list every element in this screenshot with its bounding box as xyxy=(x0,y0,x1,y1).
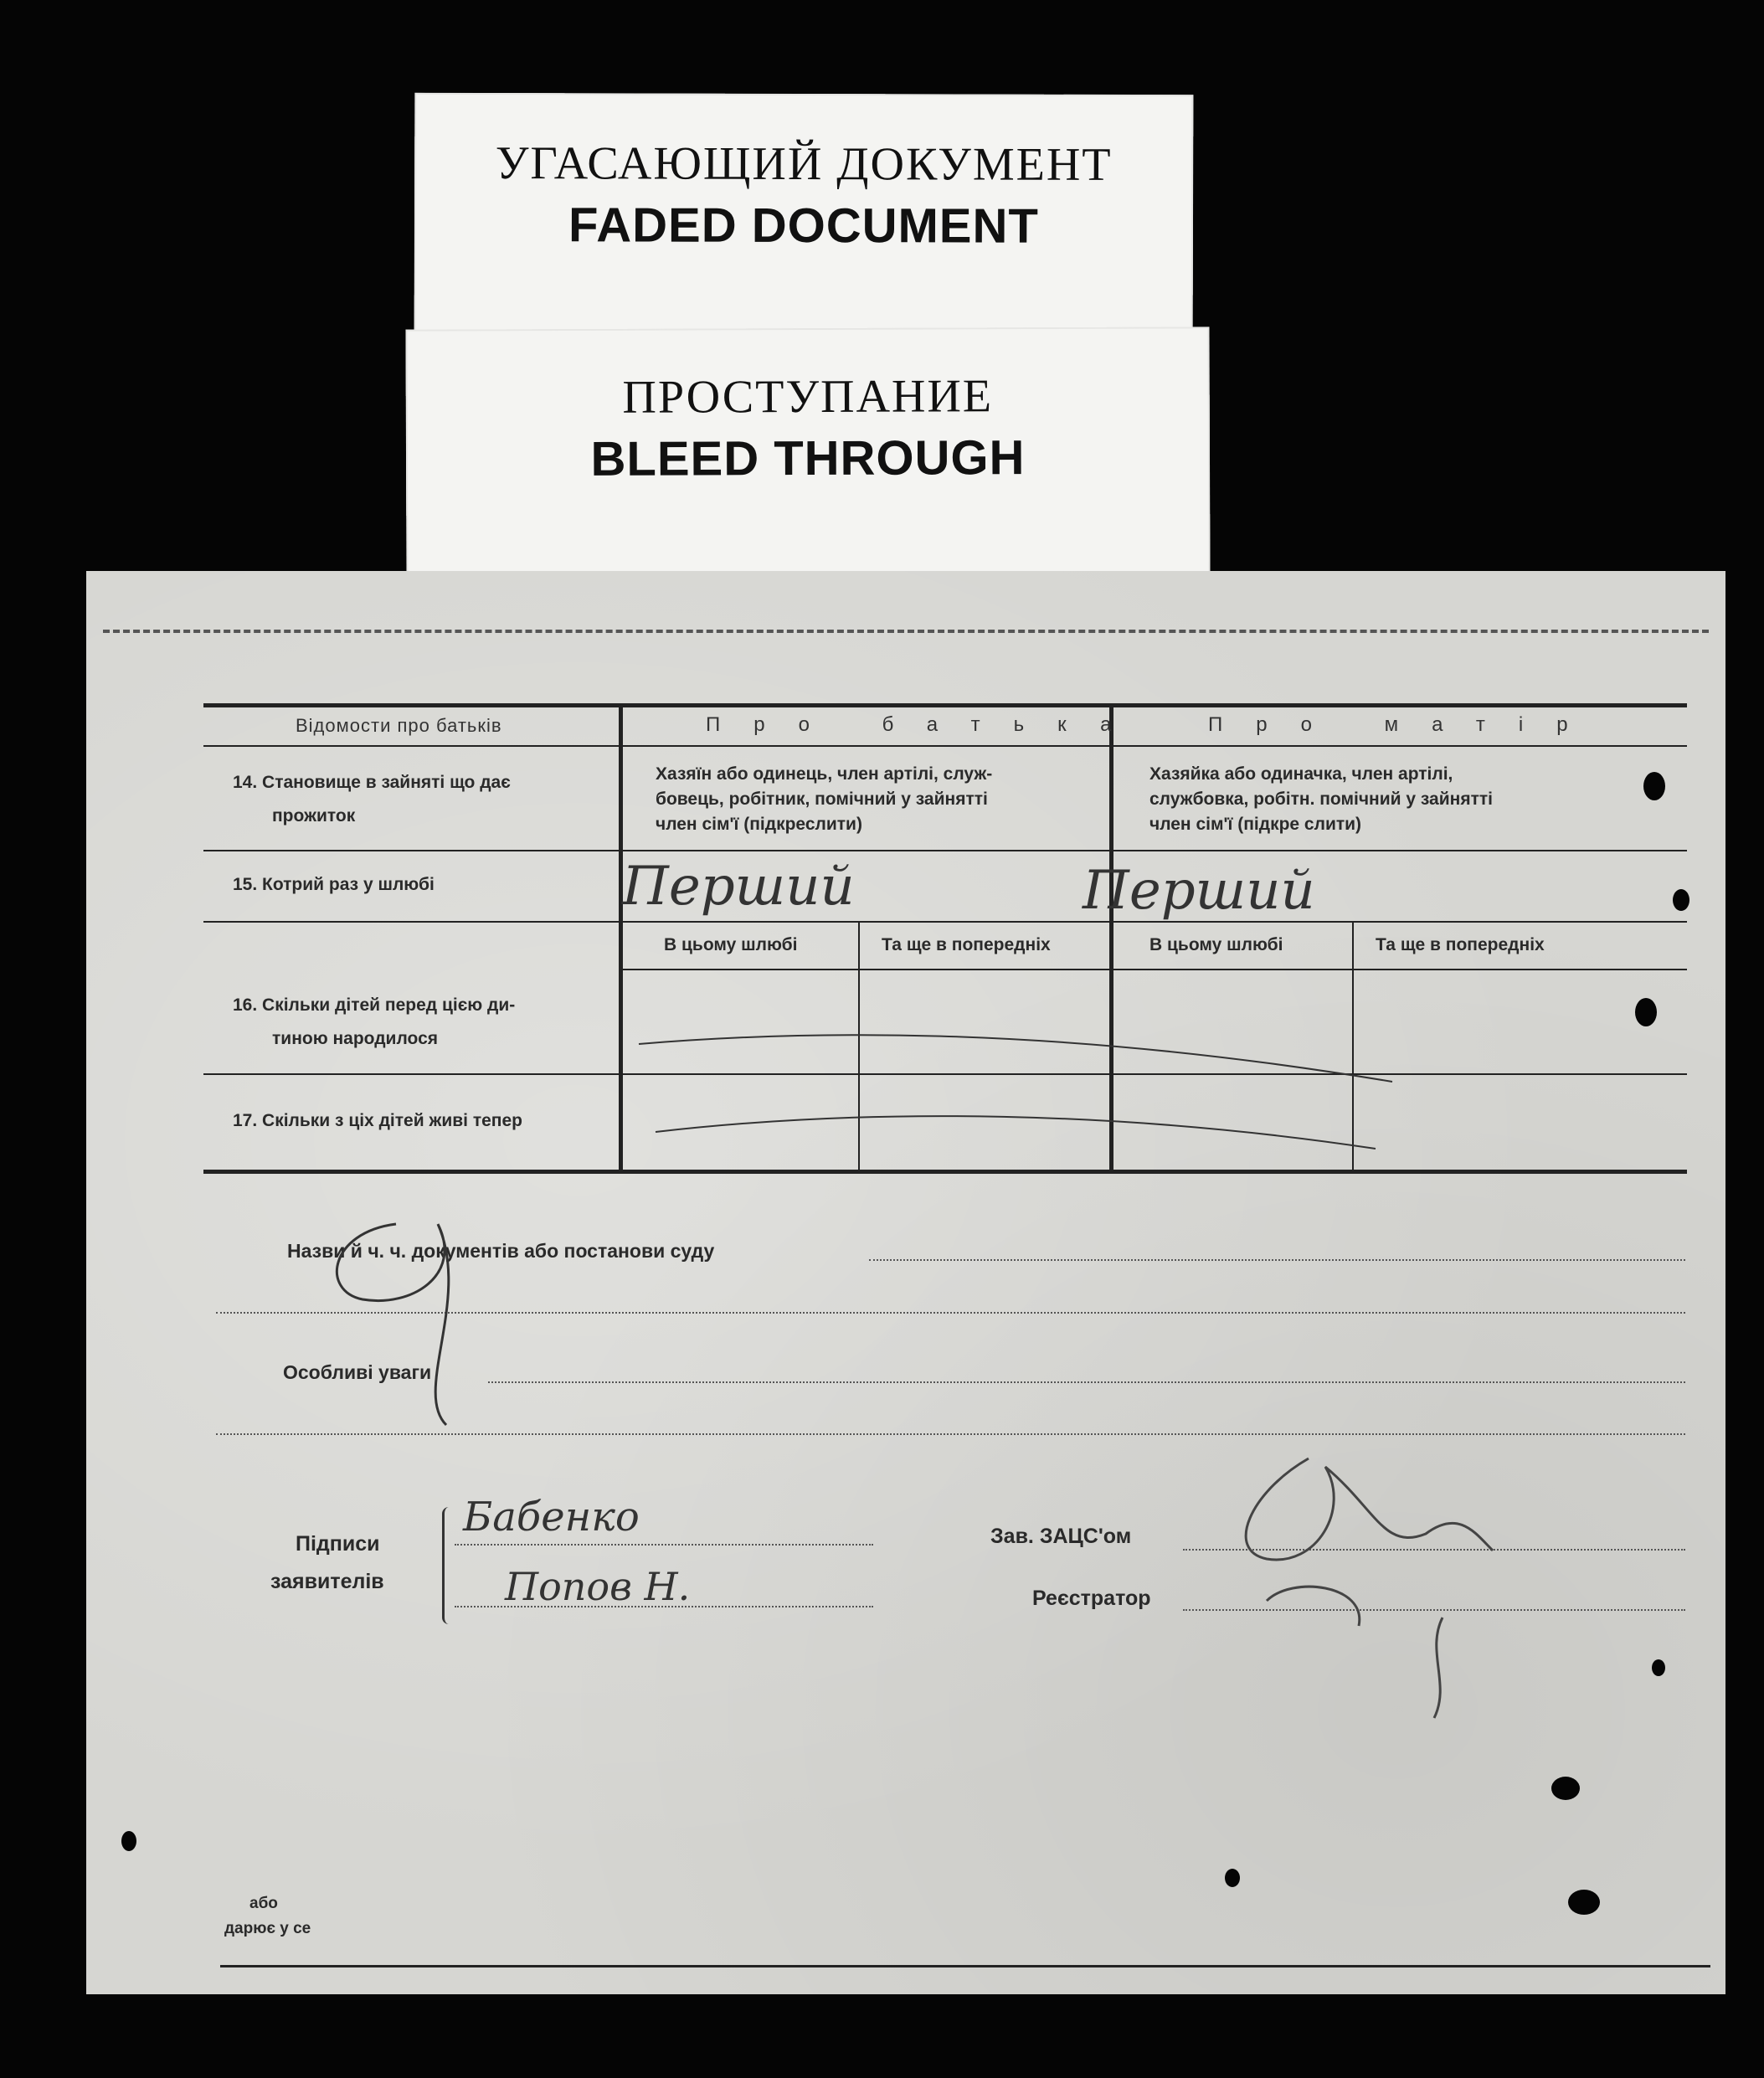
cancel-strokes xyxy=(622,964,1694,1174)
header-divider xyxy=(203,745,1687,747)
signature-line-1 xyxy=(455,1544,873,1546)
form-sheet xyxy=(86,571,1725,1994)
perforation-line xyxy=(103,630,1709,633)
documents-label: Назви й ч. ч. документів або постанови суду xyxy=(287,1240,715,1262)
notes-field-line xyxy=(488,1381,1685,1383)
faded-label-english: FADED DOCUMENT xyxy=(568,198,1039,254)
cancel-stroke-row16 xyxy=(639,1035,1392,1082)
pen-mark-large xyxy=(312,1174,530,1458)
row15-father-handwriting: Перший xyxy=(622,856,855,918)
subheader-this-marriage-father: В цьому шлюбі xyxy=(664,935,798,954)
signatures-label: Підписи xyxy=(296,1532,380,1556)
damage-hole xyxy=(1643,772,1665,800)
faded-label-russian: УГАСАЮЩИЙ ДОКУМЕНТ xyxy=(495,137,1113,191)
row14-label-cont: прожиток xyxy=(272,806,356,826)
footer-line1: або xyxy=(249,1895,278,1912)
header-label: Відомости про батьків xyxy=(296,715,502,736)
registrar-label: Реєстратор xyxy=(1032,1587,1151,1610)
footer-line2: дарює у се xyxy=(224,1920,311,1937)
notes-label: Особливі уваги xyxy=(283,1361,432,1383)
damage-hole xyxy=(1673,889,1689,911)
subheader-previous-father: Та ще в попередніх xyxy=(882,935,1051,954)
bleed-label-russian: ПРОСТУПАНИЕ xyxy=(622,370,994,424)
table-top-border xyxy=(203,703,1687,707)
head-of-registry-label: Зав. ЗАЦС'ом xyxy=(990,1525,1132,1548)
row14-father-line2: бовець, робітник, помічний у зайнятті xyxy=(656,790,988,809)
footer-rule xyxy=(220,1965,1710,1967)
damage-hole xyxy=(121,1831,136,1851)
damage-hole xyxy=(1635,998,1657,1026)
row17-label: 17. Скільки з ціх дітей живі тепер xyxy=(233,1111,522,1130)
faded-document-label xyxy=(414,93,1194,346)
subheader-previous-mother: Та ще в попередніх xyxy=(1376,935,1545,954)
header-father: Про батька xyxy=(706,713,1145,736)
bleed-label-english: BLEED THROUGH xyxy=(590,430,1026,486)
row14-mother-line2: службовка, робітн. помічний у зайнятті xyxy=(1149,790,1493,809)
row14-divider xyxy=(203,850,1687,851)
damage-hole xyxy=(1568,1890,1600,1915)
subheader-this-marriage-mother: В цьому шлюбі xyxy=(1149,935,1283,954)
documents-field-line xyxy=(869,1259,1685,1261)
applicant-signature-2: Попов Н. xyxy=(505,1564,691,1609)
row14-father-line1: Хазяїн або одинець, член артілі, служ- xyxy=(656,764,993,784)
signature-line-2 xyxy=(455,1606,873,1607)
header-mother: Про матір xyxy=(1208,713,1602,736)
row16-label: 16. Скільки дітей перед цією ди- xyxy=(233,995,516,1015)
row16-label-cont: тиною народилося xyxy=(272,1029,439,1048)
row14-father-line3: член сім'ї (підкреслити) xyxy=(656,815,862,834)
damage-hole xyxy=(1652,1659,1665,1676)
row15-label: 15. Котрий раз у шлюбі xyxy=(233,875,435,894)
row14-label: 14. Становище в зайняті що дає xyxy=(233,773,511,792)
bleed-through-label xyxy=(405,327,1210,580)
row15-mother-handwriting: Перший xyxy=(1083,860,1315,922)
damage-hole xyxy=(1551,1777,1580,1800)
cancel-stroke-row17 xyxy=(656,1116,1376,1149)
signatures-brace xyxy=(442,1507,450,1624)
damage-hole xyxy=(1225,1869,1240,1887)
row14-mother-line1: Хазяйка або одиначка, член артілі, xyxy=(1149,764,1453,784)
applicant-signature-1: Бабенко xyxy=(463,1494,640,1540)
row15-divider xyxy=(203,921,1687,923)
signatures-label-cont: заявителів xyxy=(270,1570,384,1593)
row14-mother-line3: член сім'ї (підкре слити) xyxy=(1149,815,1362,834)
official-signature xyxy=(1175,1408,1643,1726)
